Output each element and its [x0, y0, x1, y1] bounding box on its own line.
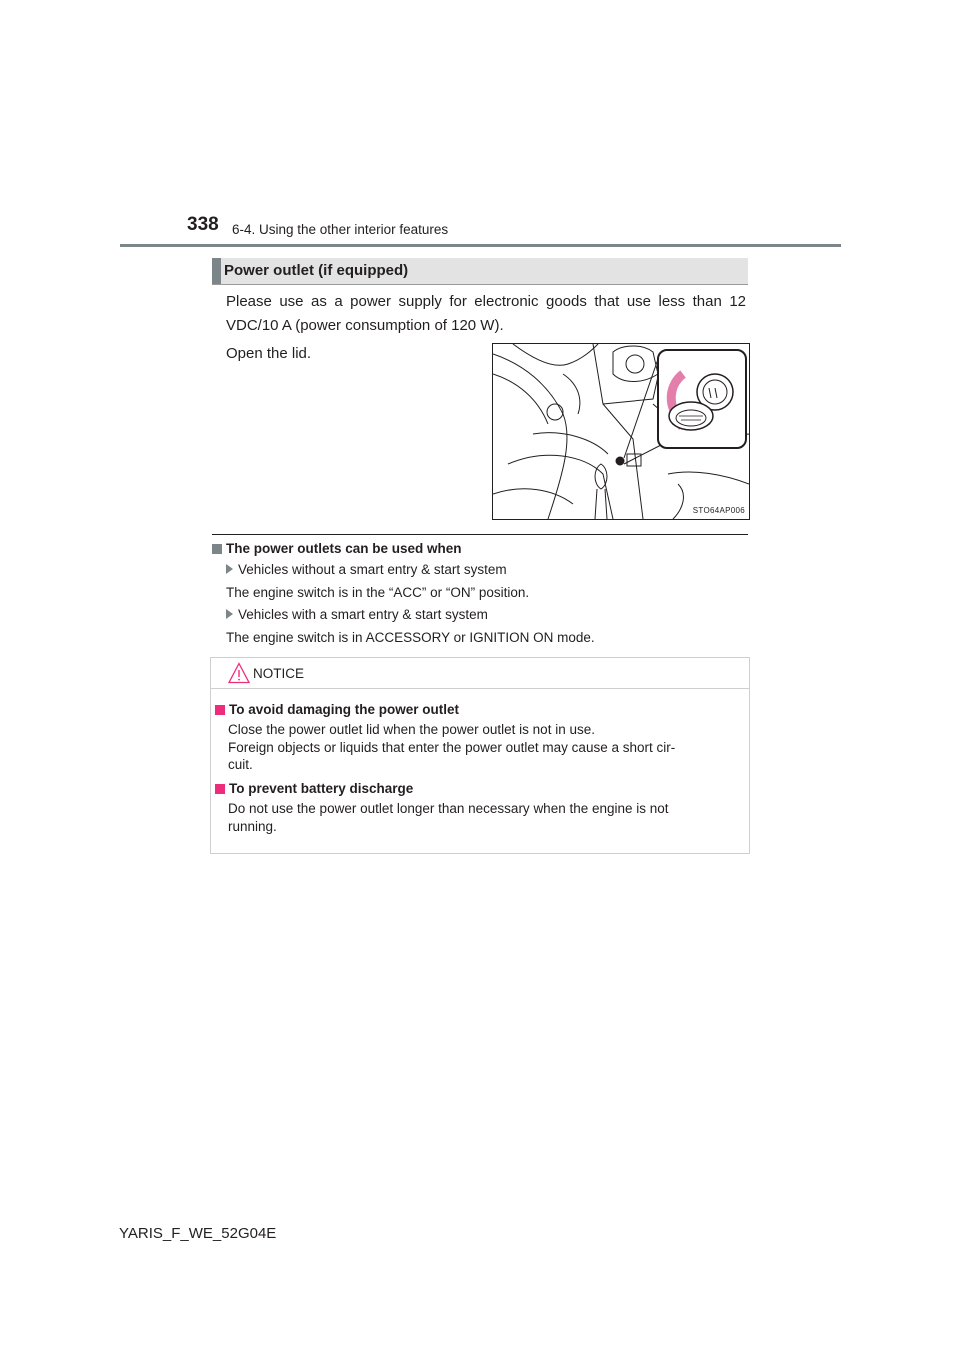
square-bullet-icon [215, 705, 225, 715]
section-divider [212, 534, 748, 535]
notice-item-title-text: To avoid damaging the power outlet [229, 702, 460, 717]
section-reference: 6-4. Using the other interior features [232, 222, 449, 237]
warning-triangle-icon [228, 662, 250, 684]
notice-box [210, 657, 750, 854]
square-bullet-icon [215, 784, 225, 794]
dashboard-drawing [493, 344, 749, 519]
notice-item-title-text: To prevent battery discharge [229, 781, 414, 796]
notice-body-line: Foreign objects or liquids that enter the power outlet may cause a short cir- [228, 739, 676, 755]
section-title: Power outlet (if equipped) [224, 262, 409, 279]
notice-item-body [228, 800, 740, 835]
header-rule [120, 244, 841, 247]
notice-item-body [228, 721, 740, 774]
notice-body-line: Do not use the power outlet longer than necessary when the engine is not [228, 801, 669, 816]
usage-item-label-text: Vehicles without a smart entry & start system [238, 562, 507, 577]
notice-header [211, 658, 749, 689]
usage-item-label [226, 562, 507, 577]
usage-item-text: The engine switch is in ACCESSORY or IGNITION ON mode. [226, 630, 595, 645]
triangle-bullet-icon [226, 564, 233, 574]
section-title-accent [212, 258, 221, 284]
step-text: Open the lid. [226, 345, 312, 362]
notice-body-line: running. [228, 818, 277, 834]
usage-heading-text: The power outlets can be used when [226, 541, 462, 556]
document-code: YARIS_F_WE_52G04E [119, 1225, 277, 1242]
notice-item-title [215, 702, 459, 717]
power-outlet-illustration [492, 343, 750, 520]
notice-label: NOTICE [253, 666, 305, 681]
figure-id: STO64AP006 [692, 506, 745, 515]
usage-item-label [226, 607, 488, 622]
triangle-bullet-icon [226, 609, 233, 619]
usage-item-text: The engine switch is in the “ACC” or “ON” position. [226, 585, 530, 600]
square-bullet-icon [212, 544, 222, 554]
usage-item-label-text: Vehicles with a smart entry & start system [238, 607, 488, 622]
intro-paragraph: Please use as a power supply for electronic goods that use less than 12 VDC/10 A (power consumption of 120 W). [226, 293, 746, 334]
notice-body-line: Close the power outlet lid when the power outlet is not in use. [228, 722, 595, 737]
page-number: 338 [187, 214, 219, 235]
notice-item-title [215, 781, 413, 796]
notice-body-line: cuit. [228, 757, 253, 772]
usage-heading [212, 541, 462, 556]
section-title-bar [212, 258, 748, 285]
